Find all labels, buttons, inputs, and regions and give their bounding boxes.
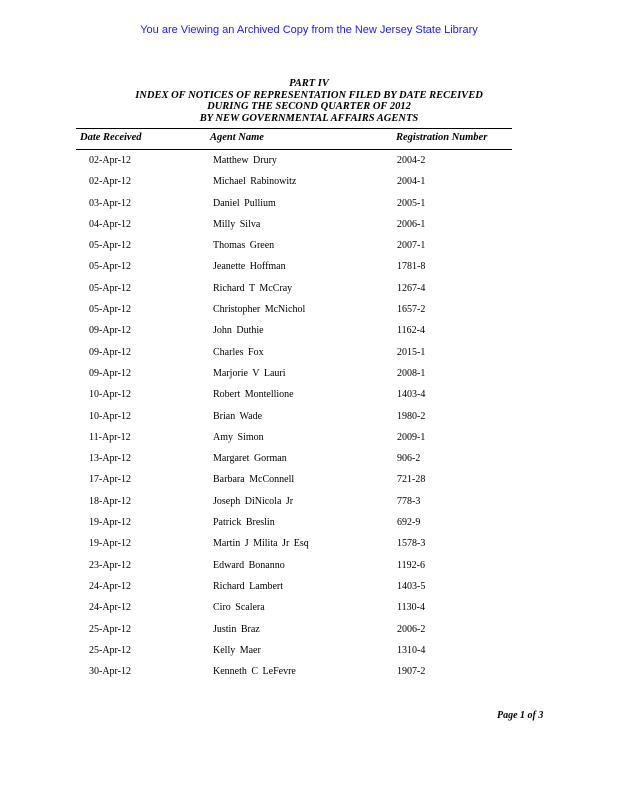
table-row <box>0 258 618 279</box>
table-row <box>0 216 618 237</box>
row-date: 18-Apr-12 <box>89 495 132 507</box>
row-registration-number: 1980-2 <box>397 410 426 422</box>
row-agent-name: Margaret Gorman <box>213 453 287 465</box>
row-registration-number: 1310-4 <box>397 644 426 656</box>
table-row <box>0 152 618 173</box>
row-registration-number: 2004-2 <box>397 155 426 166</box>
table-row <box>0 408 618 429</box>
table-row <box>0 514 618 535</box>
row-registration-number: 1267-4 <box>397 282 426 294</box>
table-row <box>0 173 618 194</box>
row-agent-name: Milly Silva <box>213 218 261 230</box>
row-date: 11-Apr-12 <box>89 431 131 443</box>
row-registration-number: 1403-5 <box>397 580 426 592</box>
table-row <box>0 663 618 684</box>
row-registration-number: 2008-1 <box>397 367 426 379</box>
row-registration-number: 2007-1 <box>397 240 426 252</box>
table-body <box>0 152 618 684</box>
row-registration-number: 721-28 <box>397 474 426 486</box>
row-date: 09-Apr-12 <box>89 367 132 379</box>
row-agent-name: Michael Rabinowitz <box>213 176 297 188</box>
table-row <box>0 493 618 514</box>
row-agent-name: Christopher McNichol <box>213 304 306 316</box>
row-date: 09-Apr-12 <box>89 346 132 358</box>
row-registration-number: 2006-1 <box>397 218 426 230</box>
row-date: 19-Apr-12 <box>89 538 132 550</box>
row-registration-number: 692-9 <box>397 517 421 529</box>
row-agent-name: Barbara McConnell <box>213 474 295 486</box>
row-agent-name: Kenneth C LeFevre <box>213 666 296 678</box>
row-agent-name: Marjorie V Lauri <box>213 367 286 379</box>
heading-subtitle: BY NEW GOVERNMENTAL AFFAIRS AGENTS <box>199 112 419 124</box>
table-header <box>76 128 512 150</box>
row-agent-name: Kelly Maer <box>213 644 261 656</box>
row-registration-number: 1781-8 <box>397 261 426 273</box>
row-agent-name: Patrick Breslin <box>213 517 275 529</box>
row-agent-name: Ciro Scalera <box>213 602 265 614</box>
row-date: 05-Apr-12 <box>89 261 132 273</box>
row-registration-number: 1578-3 <box>397 538 426 550</box>
row-registration-number: 1907-2 <box>397 666 426 678</box>
row-date: 10-Apr-12 <box>89 389 132 401</box>
row-date: 05-Apr-12 <box>89 282 132 294</box>
row-agent-name: Brian Wade <box>213 410 263 422</box>
table-row <box>0 642 618 663</box>
table-row <box>0 322 618 343</box>
row-registration-number: 1403-4 <box>397 389 426 401</box>
row-agent-name: John Duthie <box>213 325 264 337</box>
row-agent-name: Justin Braz <box>213 623 260 635</box>
row-date: 05-Apr-12 <box>89 240 132 252</box>
row-date: 24-Apr-12 <box>89 602 132 614</box>
row-agent-name: Edward Bonanno <box>213 559 285 571</box>
row-registration-number: 1192-6 <box>397 559 425 571</box>
column-header-registration: Registration Number <box>396 132 488 143</box>
row-agent-name: Richard T McCray <box>213 282 293 294</box>
row-registration-number: 906-2 <box>397 453 421 465</box>
row-date: 17-Apr-12 <box>89 474 132 486</box>
row-date: 24-Apr-12 <box>89 580 132 592</box>
table-row <box>0 621 618 642</box>
row-agent-name: Robert Montellione <box>213 389 294 401</box>
row-registration-number: 2015-1 <box>397 346 426 358</box>
table-row <box>0 365 618 386</box>
row-date: 02-Apr-12 <box>89 176 132 188</box>
row-date: 23-Apr-12 <box>89 559 132 571</box>
row-date: 09-Apr-12 <box>89 325 132 337</box>
row-date: 25-Apr-12 <box>89 623 132 635</box>
row-registration-number: 778-3 <box>397 495 421 507</box>
table-row <box>0 195 618 216</box>
row-registration-number: 2005-1 <box>397 197 426 209</box>
row-date: 13-Apr-12 <box>89 453 132 465</box>
heading-part: PART IV <box>289 78 329 89</box>
row-date: 30-Apr-12 <box>89 666 132 678</box>
heading-period: DURING THE SECOND QUARTER OF 2012 <box>207 101 411 112</box>
row-registration-number: 2009-1 <box>397 431 426 443</box>
row-registration-number: 1130-4 <box>397 602 425 614</box>
row-agent-name: Charles Fox <box>213 346 264 358</box>
table-row <box>0 301 618 322</box>
table-row <box>0 344 618 365</box>
page-number: Page 1 of 3 <box>497 710 544 721</box>
row-date: 04-Apr-12 <box>89 218 132 230</box>
row-registration-number: 2004-1 <box>397 176 426 188</box>
row-agent-name: Martin J Milita Jr Esq <box>213 538 309 550</box>
table-row <box>0 237 618 258</box>
row-date: 10-Apr-12 <box>89 410 132 422</box>
row-agent-name: Thomas Green <box>213 240 275 252</box>
report-heading <box>0 78 618 124</box>
table-row <box>0 535 618 556</box>
row-agent-name: Joseph DiNicola Jr <box>213 495 294 507</box>
archive-banner: You are Viewing an Archived Copy from the New Jersey State Library <box>140 24 478 36</box>
row-agent-name: Richard Lambert <box>213 580 284 592</box>
table-row <box>0 429 618 450</box>
row-registration-number: 2006-2 <box>397 623 426 635</box>
row-registration-number: 1657-2 <box>397 304 426 316</box>
table-row <box>0 450 618 471</box>
row-agent-name: Jeanette Hoffman <box>213 261 286 273</box>
table-row <box>0 557 618 578</box>
row-date: 19-Apr-12 <box>89 517 132 529</box>
row-agent-name: Matthew Drury <box>213 155 277 166</box>
row-agent-name: Daniel Pullium <box>213 197 276 209</box>
row-date: 05-Apr-12 <box>89 304 132 316</box>
column-header-date: Date Received <box>80 132 142 143</box>
row-date: 25-Apr-12 <box>89 644 132 656</box>
table-row <box>0 471 618 492</box>
table-row <box>0 578 618 599</box>
heading-title: INDEX OF NOTICES OF REPRESENTATION FILED BY DATE RECEIVED <box>135 89 483 101</box>
table-row <box>0 386 618 407</box>
row-registration-number: 1162-4 <box>397 325 425 337</box>
row-date: 02-Apr-12 <box>89 155 132 166</box>
row-date: 03-Apr-12 <box>89 197 132 209</box>
row-agent-name: Amy Simon <box>213 431 264 443</box>
column-header-agent: Agent Name <box>210 132 264 143</box>
table-row <box>0 280 618 301</box>
table-row <box>0 599 618 620</box>
